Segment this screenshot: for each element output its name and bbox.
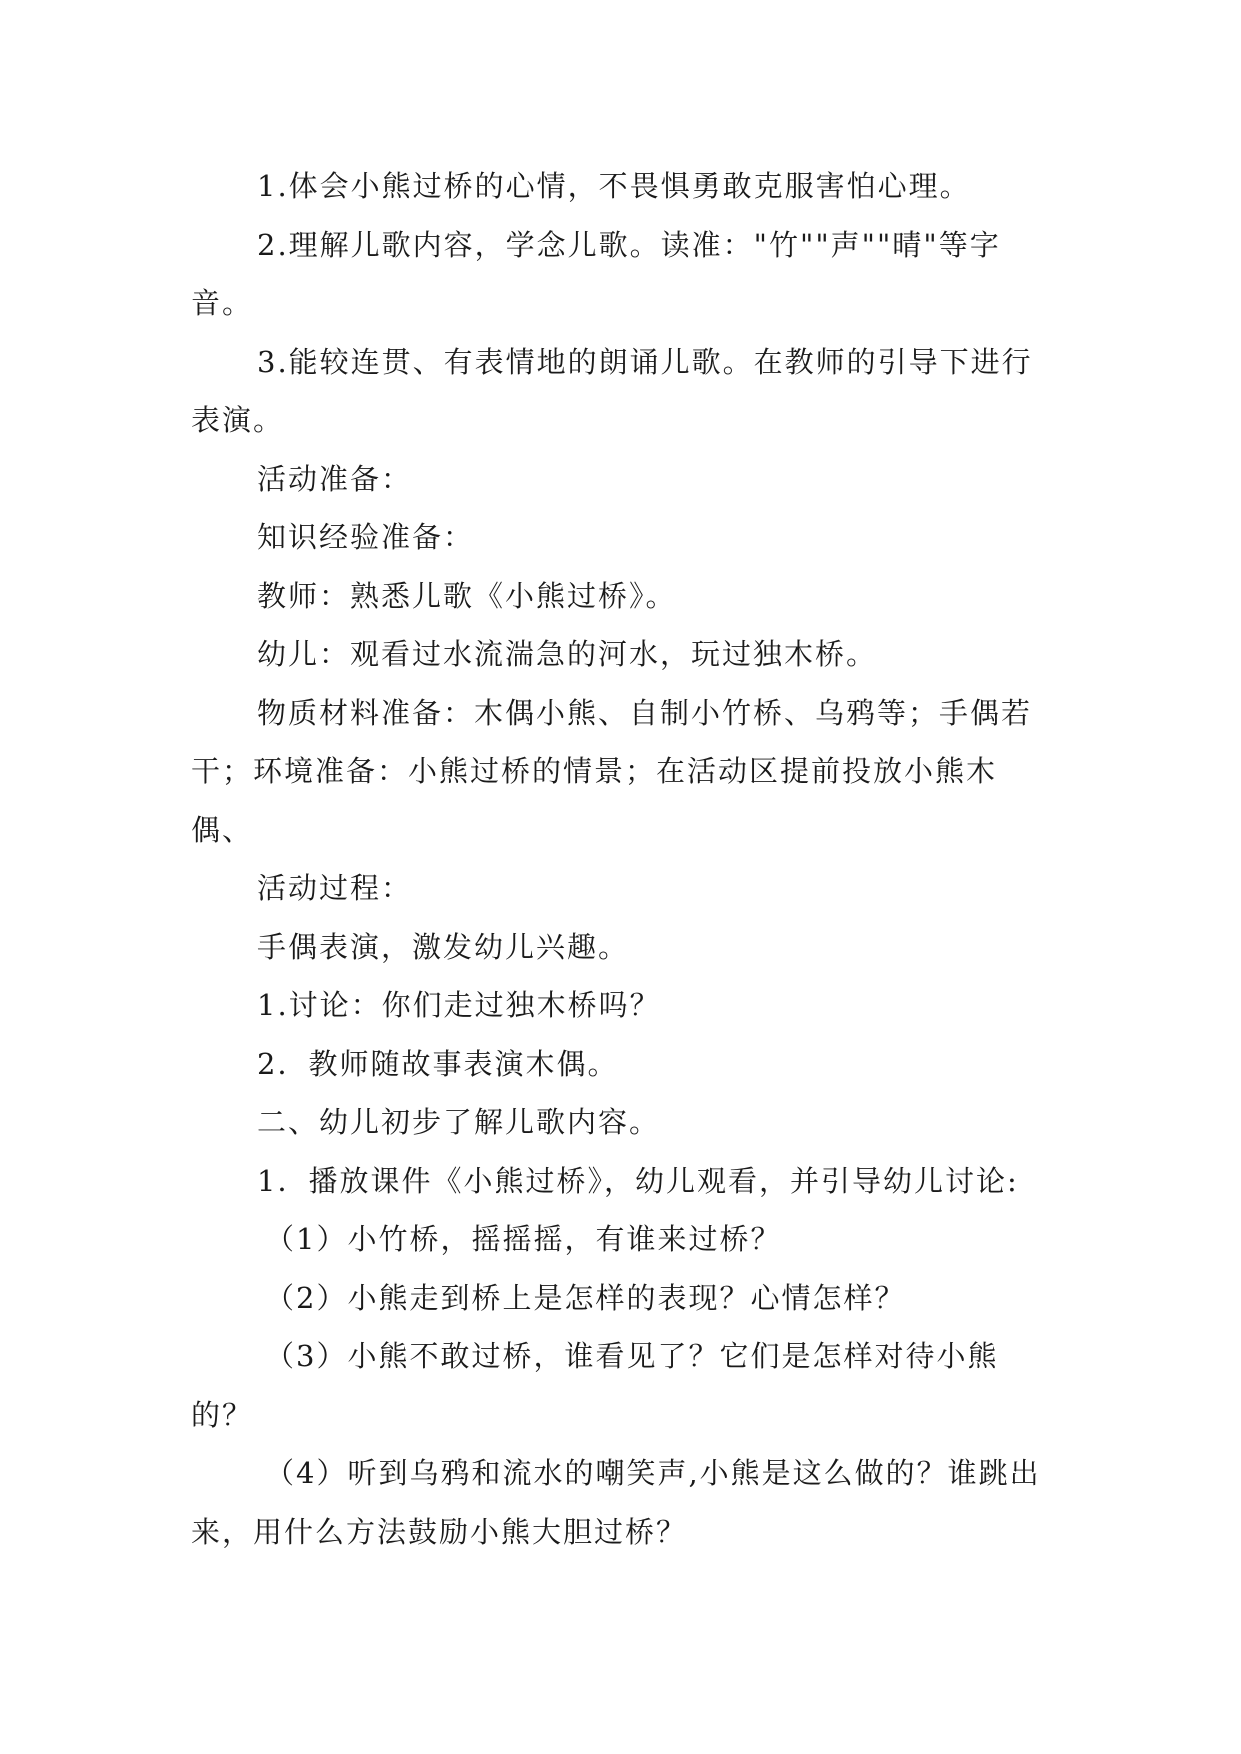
objective-1: 1.体会小熊过桥的心情，不畏惧勇敢克服害怕心理。 (257, 169, 971, 203)
material-preparation: 物质材料准备：木偶小熊、自制小竹桥、乌鸦等；手偶若干；环境准备：小熊过桥的情景；在活动区提前投放小熊木偶、 (191, 695, 1033, 847)
section-heading-preparation: 活动准备： (257, 461, 413, 496)
section-heading-process: 活动过程： (257, 871, 413, 905)
objective-2: 2.理解儿歌内容，学念儿歌。读准："竹""声""晴"等字音。 (191, 227, 1001, 320)
teacher-preparation: 教师：熟悉儿歌《小熊过桥》。 (257, 578, 677, 613)
document-body (191, 157, 1051, 1561)
question-3: （3）小熊不敢过桥，谁看见了？它们是怎样对待小熊的？ (191, 1339, 999, 1432)
step-play-courseware: 1．播放课件《小熊过桥》，幼儿观看，并引导幼儿讨论: (257, 1163, 1019, 1198)
child-preparation: 幼儿：观看过水流湍急的河水，玩过独木桥。 (257, 637, 878, 671)
question-4: （4）听到乌鸦和流水的嘲笑声,小熊是这么做的？谁跳出来，用什么方法鼓励小熊大胆过桥？ (191, 1456, 1041, 1549)
step-teacher-performance: 2．教师随故事表演木偶。 (257, 1046, 619, 1081)
question-1: （1）小竹桥，摇摇摇，有谁来过桥？ (265, 1222, 782, 1256)
question-2: （2）小熊走到桥上是怎样的表现？心情怎样？ (265, 1280, 906, 1315)
subheading-knowledge-preparation: 知识经验准备： (257, 520, 475, 554)
step-puppet-show: 手偶表演，激发幼儿兴趣。 (257, 929, 630, 964)
step-discussion: 1.讨论：你们走过独木桥吗？ (257, 988, 661, 1022)
section-heading-understand-song: 二、幼儿初步了解儿歌内容。 (257, 1105, 661, 1139)
objective-3: 3.能较连贯、有表情地的朗诵儿歌。在教师的引导下进行表演。 (191, 344, 1033, 437)
